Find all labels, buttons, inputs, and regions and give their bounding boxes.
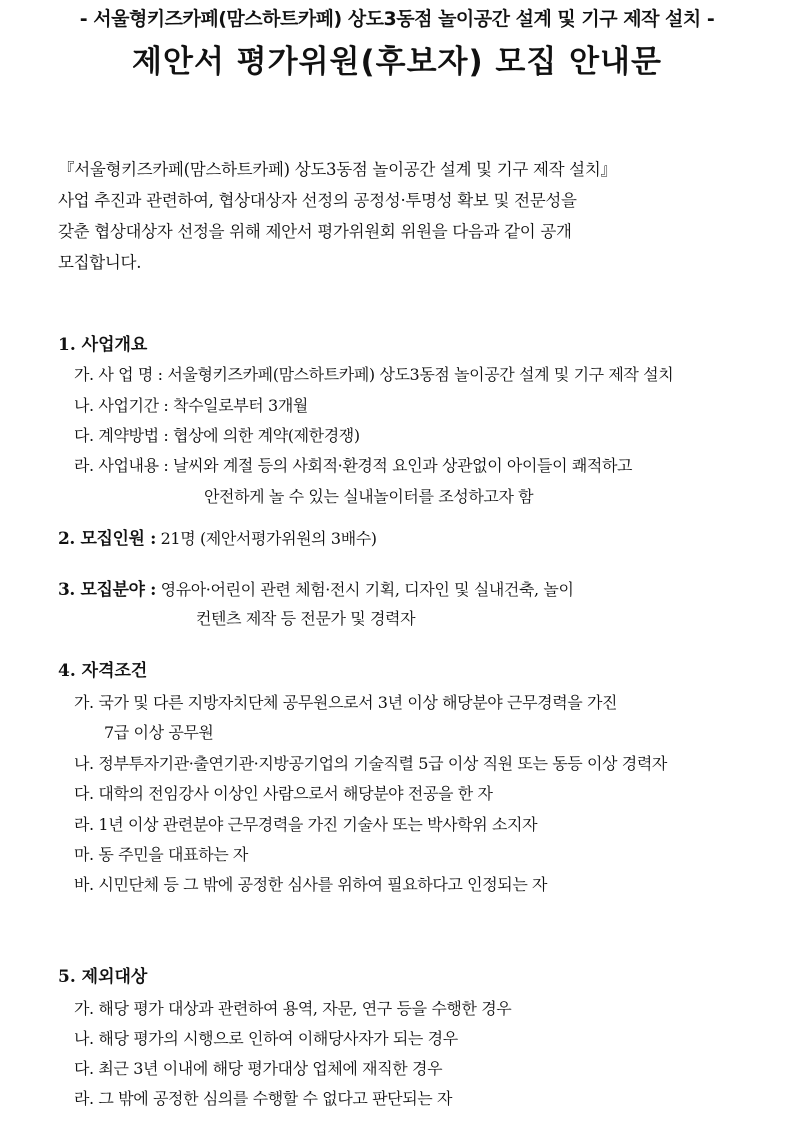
section-3-line: 영유아·어린이 관련 체험·전시 기획, 디자인 및 실내건축, 놀이 [160, 580, 574, 599]
section-4-item: 마. 동 주민을 대표하는 자 [74, 845, 248, 864]
section-4-item-continued: 7급 이상 공무원 [104, 723, 214, 742]
section-1-item-continued: 안전하게 놀 수 있는 실내놀이터를 조성하고자 함 [204, 487, 534, 506]
section-2-heading: 2. 모집인원 : [58, 529, 156, 549]
intro-line: 모집합니다. [58, 253, 142, 272]
section-2 [58, 524, 377, 549]
section-4-item: 가. 국가 및 다른 지방자치단체 공무원으로서 3년 이상 해당분야 근무경력을 가진 [74, 693, 618, 712]
section-1-item: 다. 계약방법 : 협상에 의한 계약(제한경쟁) [74, 426, 360, 445]
intro-line: 갖춘 협상대상자 선정을 위해 제안서 평가위원회 위원을 다음과 같이 공개 [58, 222, 572, 241]
section-5-item: 가. 해당 평가 대상과 관련하여 용역, 자문, 연구 등을 수행한 경우 [74, 999, 512, 1018]
document-subtitle: - 서울형키즈카페(맘스하트카페) 상도3동점 놀이공간 설계 및 기구 제작 설치 - [79, 8, 715, 30]
section-5-heading: 5. 제외대상 [58, 967, 148, 987]
section-1-heading: 1. 사업개요 [58, 335, 148, 355]
intro-paragraph [58, 154, 738, 278]
section-1-item: 나. 사업기간 : 착수일로부터 3개월 [74, 396, 308, 415]
section-4-item: 라. 1년 이상 관련분야 근무경력을 가진 기술사 또는 박사학위 소지자 [74, 815, 538, 834]
section-5-item: 다. 최근 3년 이내에 해당 평가대상 업체에 재직한 경우 [74, 1059, 443, 1078]
section-4-heading: 4. 자격조건 [58, 661, 148, 681]
section-2-text: 21명 (제안서평가위원의 3배수) [160, 529, 377, 548]
section-1-item: 가. 사 업 명 : 서울형키즈카페(맘스하트카페) 상도3동점 놀이공간 설계 및 기구 제작 설치 [74, 365, 674, 384]
section-4-item: 다. 대학의 전임강사 이상인 사람으로서 해당분야 전공을 한 자 [74, 784, 493, 803]
section-4-item: 바. 시민단체 등 그 밖에 공정한 심사를 위하여 필요하다고 인정되는 자 [74, 875, 548, 894]
section-3-heading: 3. 모집분야 : [58, 580, 156, 600]
intro-line: 『서울형키즈카페(맘스하트카페) 상도3동점 놀이공간 설계 및 기구 제작 설치』 [58, 160, 617, 179]
section-5-item: 라. 그 밖에 공정한 심의를 수행할 수 없다고 판단되는 자 [74, 1089, 453, 1108]
section-3-line-continued: 컨텐츠 제작 등 전문가 및 경력자 [196, 609, 416, 628]
intro-line: 사업 추진과 관련하여, 협상대상자 선정의 공정성·투명성 확보 및 전문성을 [58, 191, 577, 210]
section-5-item: 나. 해당 평가의 시행으로 인하여 이해당사자가 되는 경우 [74, 1029, 458, 1048]
section-3 [58, 575, 574, 600]
section-1-item: 라. 사업내용 : 날씨와 계절 등의 사회적·환경적 요인과 상관없이 아이들이 쾌적하고 [74, 456, 633, 475]
section-4-item: 나. 정부투자기관·출연기관·지방공기업의 기술직렬 5급 이상 직원 또는 동등 이상 경력자 [74, 754, 667, 773]
document-title: 제안서 평가위원(후보자) 모집 안내문 [132, 44, 662, 80]
